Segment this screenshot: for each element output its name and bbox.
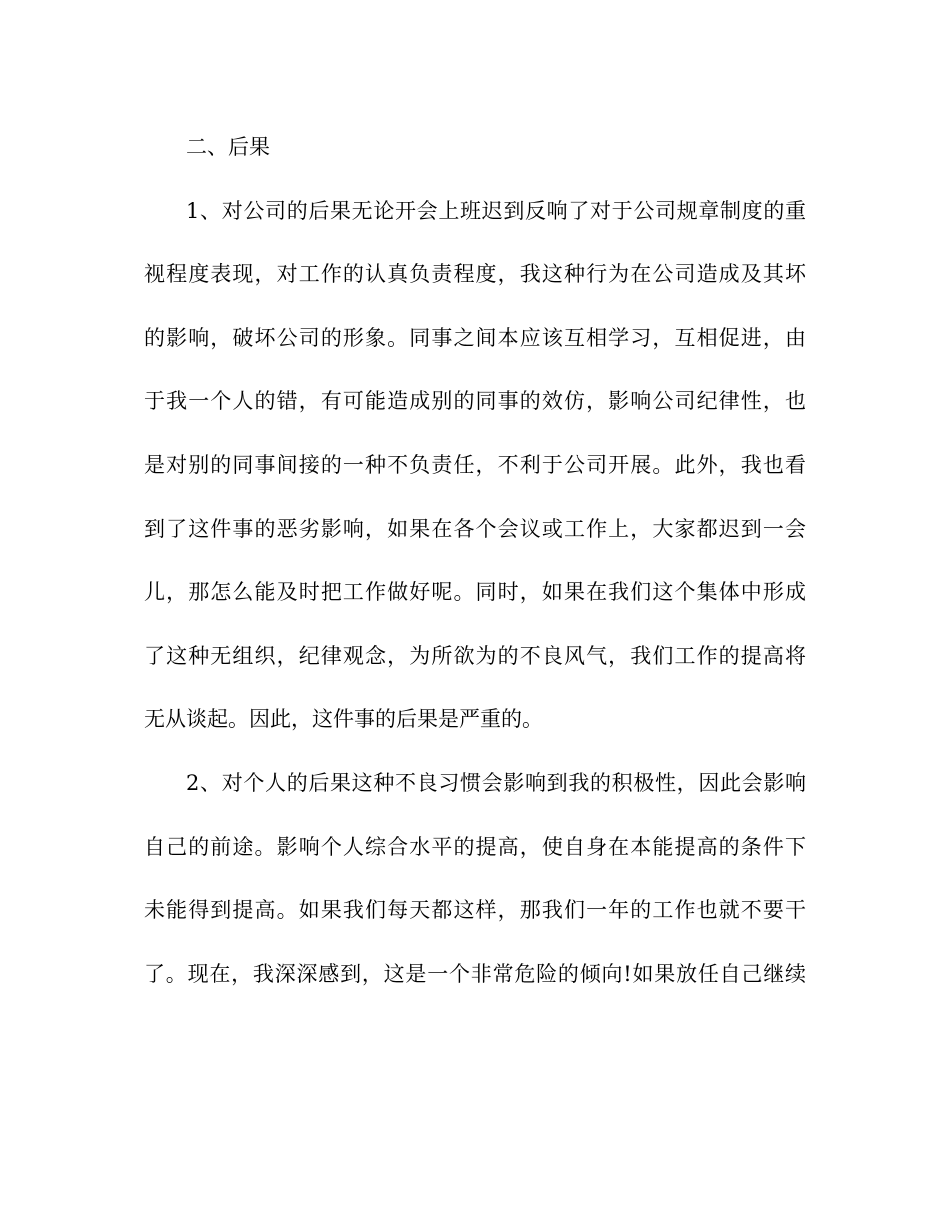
document-body bbox=[144, 116, 806, 1006]
paragraph-2-line-2: 自己的前途。影响个人综合水平的提高，使自身在本能提高的条件下 bbox=[144, 834, 806, 859]
paragraph-1-line-6: 到了这件事的恶劣影响，如果在各个会议或工作上，大家都迟到一会 bbox=[144, 516, 806, 541]
paragraph-2-line-3: 未能得到提高。如果我们每天都这样，那我们一年的工作也就不要干 bbox=[144, 898, 806, 923]
section-heading: 二、后果 bbox=[186, 135, 270, 159]
paragraph-1-line-4: 于我一个人的错，有可能造成别的同事的效仿，影响公司纪律性，也 bbox=[144, 389, 806, 414]
paragraph-1-line-9: 无从谈起。因此，这件事的后果是严重的。 bbox=[144, 707, 543, 732]
paragraph-1-line-2: 视程度表现，对工作的认真负责程度，我这种行为在公司造成及其坏 bbox=[144, 262, 806, 287]
paragraph-1-line-7: 儿，那怎么能及时把工作做好呢。同时，如果在我们这个集体中形成 bbox=[144, 580, 806, 605]
paragraph-2-line-1: 2、对个人的后果这种不良习惯会影响到我的积极性，因此会影响 bbox=[186, 770, 806, 795]
paragraph-1-line-5: 是对别的同事间接的一种不负责任，不利于公司开展。此外，我也看 bbox=[144, 452, 806, 477]
paragraph-1-line-8: 了这种无组织，纪律观念，为所欲为的不良风气，我们工作的提高将 bbox=[144, 643, 806, 668]
paragraph-1-line-1: 1、对公司的后果无论开会上班迟到反响了对于公司规章制度的重 bbox=[186, 198, 806, 223]
paragraph-1-line-3: 的影响，破坏公司的形象。同事之间本应该互相学习，互相促进，由 bbox=[144, 325, 806, 350]
paragraph-2-line-4: 了。现在，我深深感到，这是一个非常危险的倾向!如果放任自己继续 bbox=[144, 961, 806, 986]
